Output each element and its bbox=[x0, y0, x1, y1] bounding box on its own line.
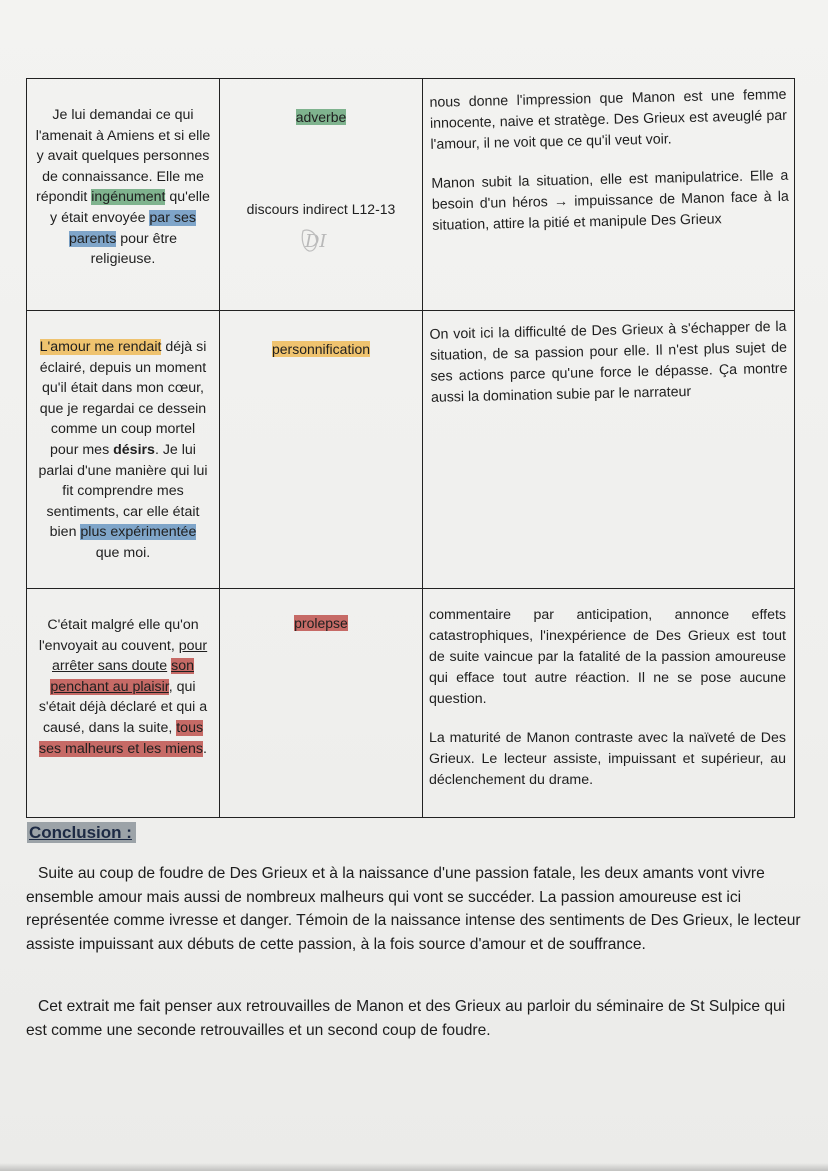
highlight-malheurs: tous ses malheurs et les miens bbox=[39, 719, 204, 757]
device-cell bbox=[220, 589, 423, 818]
table-row bbox=[27, 589, 795, 818]
analysis-table bbox=[26, 78, 795, 818]
device-label: prolepse bbox=[294, 615, 348, 631]
comment-paragraph: nous donne l'impression que Manon est une femme innocente, naive et stratège. Des Grieux est aveuglé par l'amour, il ne voit que ce qu'il veut voir. bbox=[429, 86, 788, 153]
comment-paragraph: On voit ici la difficulté de Des Grieux à s'échapper de la situation, de sa passion pour elle. Il n'est plus sujet de ses actions parce qu'une force le dépasse. Ça montre aussi la domination subie par le narrateur bbox=[429, 318, 788, 406]
comment-paragraph: commentaire par anticipation, annonce effets catastrophiques, l'inexpérience de Des Grieux est tout de suite vaincue par la fatalité de la passion amoureuse qui efface tout autre réaction. Il ne se pose aucune question. bbox=[429, 607, 786, 707]
device-cell bbox=[220, 79, 423, 311]
quote-cell bbox=[27, 589, 220, 818]
table-row bbox=[27, 311, 795, 589]
comment-cell bbox=[423, 79, 795, 311]
comment-paragraph: La maturité de Manon contraste avec la naïveté de Des Grieux. Le lecteur assiste, impuissant et supérieur, au déclenchement du drame. bbox=[429, 730, 786, 788]
conclusion-paragraph: Cet extrait me fait penser aux retrouvailles de Manon et des Grieux au parloir du séminaire de St Sulpice qui est comme une seconde retrouvailles et un second coup de foudre. bbox=[26, 998, 786, 1039]
quote-cell bbox=[27, 311, 220, 589]
comment-cell bbox=[423, 311, 795, 589]
conclusion-heading: Conclusion : bbox=[27, 822, 136, 843]
highlight-lamour: L'amour me rendait bbox=[39, 339, 162, 355]
device-label: personnification bbox=[271, 341, 371, 357]
comment-paragraph: Manon subit la situation, elle est manipulatrice. Elle a besoin d'un héros → impuissance de Manon face à la situation, attire la pitié et manipule Des Grieux bbox=[431, 167, 789, 234]
page-edge bbox=[0, 1163, 828, 1171]
highlight-penchant: son penchant au plaisir bbox=[50, 658, 194, 695]
highlight-plus-experimentee: plus expérimentée bbox=[80, 524, 197, 541]
di-scribble-icon bbox=[299, 227, 343, 253]
quote-text: L'amour me rendait déjà si éclairé, depuis un moment qu'il était dans mon cœur, que je regardai ce dessein comme un coup mortel pour mes désirs. Je lui parlai d'une manière qui lui fit comprendre mes sentiments, car elle était bien plus expérimentée que moi. bbox=[38, 339, 208, 561]
di-note: DI bbox=[305, 231, 327, 252]
conclusion-paragraph: Suite au coup de foudre de Des Grieux et à la naissance d'une passion fatale, les deux amants vont vivre ensemble amour mais aussi de nombreux malheurs qui vont se succéder. La passion amoureuse est ici représentée comme ivresse et danger. Témoin de la naissance intense des sentiments de Des Grieux, le lecteur assiste impuissant aux débuts de cette passion, à la fois source d'amour et de souffrance. bbox=[26, 865, 801, 953]
comment-cell bbox=[423, 589, 795, 818]
device-label: discours indirect L12-13 bbox=[246, 201, 396, 217]
quote-cell bbox=[27, 79, 220, 311]
highlight-ingenument: ingénument bbox=[91, 189, 166, 206]
quote-text: C'était malgré elle qu'on l'envoyait au couvent, pour arrêter sans doute son penchant au plaisir, qui s'était déjà déclaré et qui a causé, dans la suite, tous ses malheurs et les miens. bbox=[38, 617, 208, 757]
highlight-par-ses-parents: par ses parents bbox=[68, 209, 196, 247]
table-row bbox=[27, 79, 795, 311]
device-cell bbox=[220, 311, 423, 589]
quote-text: Je lui demandai ce qui l'amenait à Amiens et si elle y avait quelques personnes de connaissance. Elle me répondit ingénument qu'elle y était envoyée par ses parents pour être religieuse. bbox=[35, 107, 211, 268]
device-label: adverbe bbox=[295, 109, 347, 125]
